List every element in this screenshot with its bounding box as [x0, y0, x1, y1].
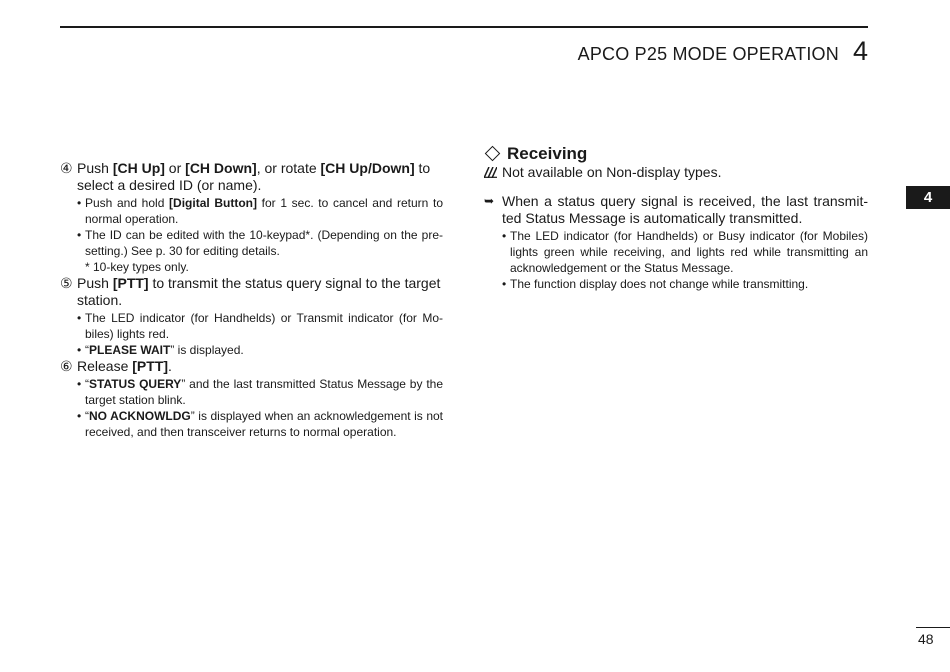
step-4-text: or	[164, 160, 186, 176]
not-available-text: Not available on Non-display types.	[502, 164, 722, 180]
step-4-text: , or rotate	[256, 160, 321, 176]
section-number: 4	[852, 36, 868, 66]
step-5	[60, 275, 443, 309]
footer-rule	[916, 627, 950, 628]
list-item: • “PLEASE WAIT” is displayed.	[77, 343, 244, 357]
right-column	[484, 143, 868, 292]
step-6	[60, 358, 443, 375]
ch-down-key-label: [CH Down]	[185, 160, 257, 176]
list-item: • The ID can be edited with the 10-keypad*. (Depending on the pre-setting.) See p. 30 for editing details.	[77, 228, 443, 258]
step-4-bullets	[60, 195, 443, 275]
step-5-number: ⑤	[60, 275, 73, 291]
digital-button-key-label: [Digital Button]	[169, 196, 257, 210]
footnote: * 10-key types only.	[85, 260, 189, 274]
receiving-intro	[484, 193, 868, 227]
list-item: • “STATUS QUERY” and the last transmitted Status Message by the target station blink.	[77, 377, 444, 407]
receiving-bullets	[484, 228, 868, 292]
display-message: PLEASE WAIT	[89, 343, 171, 357]
step-5-text: Push	[77, 275, 113, 291]
display-message: STATUS QUERY	[89, 377, 182, 391]
step-4	[60, 160, 443, 194]
list-item: • The LED indicator (for Handhelds) or Busy indicator (for Mobiles) lights green while receiving, and lights red while transmitting an acknowledgement or the Status Message.	[502, 229, 868, 275]
ch-up-down-key-label: [CH Up/Down]	[320, 160, 415, 176]
section-title: APCO P25 MODE OPERATION	[577, 44, 839, 64]
step-5-text: to transmit the status query signal to the target station.	[77, 275, 441, 308]
page-header	[578, 36, 868, 67]
display-message: NO ACKNOWLDG	[89, 409, 191, 423]
step-4-text: Push	[77, 160, 113, 176]
receiving-heading	[484, 143, 868, 163]
not-available-note	[484, 164, 868, 181]
receiving-heading-text: Receiving	[507, 143, 588, 163]
step-6-text: Release	[77, 358, 133, 374]
page-number: 48	[918, 631, 934, 647]
ptt-key-label: [PTT]	[112, 275, 149, 291]
ptt-key-label: [PTT]	[132, 358, 169, 374]
arrow-pointer-icon: ➥	[484, 194, 495, 208]
step-6-text: .	[168, 358, 172, 374]
step-4-text: to select a desired ID (or name).	[77, 160, 431, 193]
left-column	[60, 160, 443, 440]
receiving-intro-text: When a status query signal is received, the last transmit-ted Status Message is automatically transmitted.	[502, 193, 868, 226]
list-item: • “NO ACKNOWLDG” is displayed when an acknowledgement is not received, and then transceiver returns to normal operation.	[77, 409, 443, 439]
list-item: • The LED indicator (for Handhelds) or Transmit indicator (for Mo-biles) lights red.	[77, 311, 443, 341]
hatched-slash-icon	[484, 167, 497, 178]
top-rule	[60, 26, 868, 28]
diamond-outline-icon	[485, 145, 501, 161]
list-item: • The function display does not change while transmitting.	[502, 277, 809, 291]
list-item: • Push and hold [Digital Button] for 1 sec. to cancel and return to normal operation.	[77, 196, 443, 226]
step-4-number: ④	[60, 160, 73, 176]
ch-up-key-label: [CH Up]	[112, 160, 165, 176]
step-6-number: ⑥	[60, 358, 73, 374]
step-6-bullets	[60, 376, 443, 440]
chapter-tab: 4	[906, 186, 950, 209]
step-5-bullets	[60, 310, 443, 358]
